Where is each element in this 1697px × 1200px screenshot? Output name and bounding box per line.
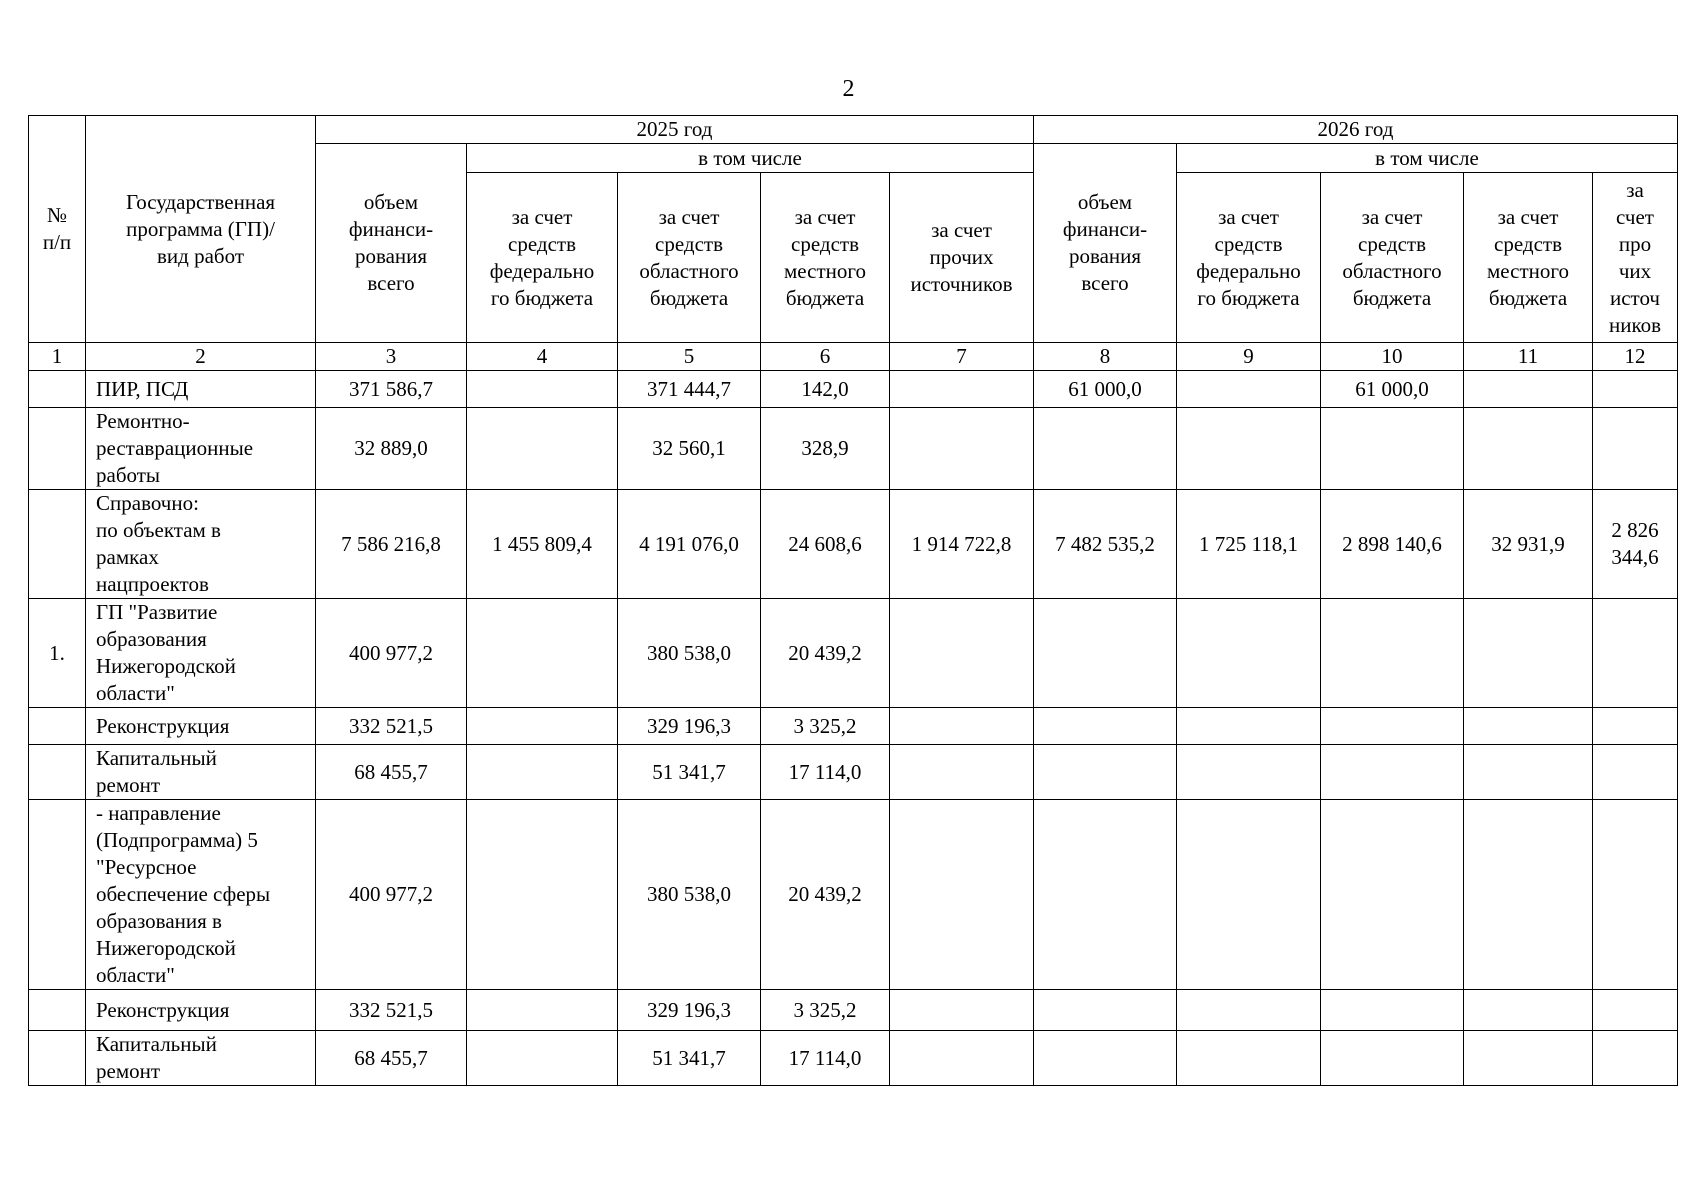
table-row (29, 800, 1678, 990)
column-index-row (29, 343, 1678, 371)
value-cell-federal-2026 (1177, 708, 1321, 745)
value-cell-total-2026 (1034, 708, 1177, 745)
value-cell-total-2026 (1034, 599, 1177, 708)
header-total-2026: объем финанси- рования всего (1034, 144, 1177, 343)
column-index: 7 (890, 343, 1034, 371)
value-cell-total-2026 (1034, 1031, 1177, 1086)
header-num: № п/п (29, 116, 86, 343)
value-cell-local-2026 (1464, 599, 1593, 708)
column-index: 10 (1321, 343, 1464, 371)
value-cell-other-2026 (1593, 745, 1678, 800)
value-cell-federal-2025 (467, 599, 618, 708)
value-cell-regional-2026 (1321, 708, 1464, 745)
value-cell-regional-2026 (1321, 745, 1464, 800)
row-number-cell (29, 490, 86, 599)
header-total-2025: объем финанси- рования всего (316, 144, 467, 343)
program-name-cell: Реконструкция (86, 708, 316, 745)
value-cell-other-2025 (890, 408, 1034, 490)
value-cell-local-2025: 20 439,2 (761, 800, 890, 990)
value-cell-other-2026: 2 826 344,6 (1593, 490, 1678, 599)
table-header (29, 116, 1678, 371)
header-other-2026: за счет про чих источ ников (1593, 173, 1678, 343)
value-cell-federal-2026 (1177, 599, 1321, 708)
value-cell-federal-2025 (467, 1031, 618, 1086)
value-cell-regional-2026 (1321, 800, 1464, 990)
value-cell-regional-2025: 329 196,3 (618, 708, 761, 745)
value-cell-regional-2025: 4 191 076,0 (618, 490, 761, 599)
value-cell-federal-2025 (467, 371, 618, 408)
value-cell-federal-2026 (1177, 745, 1321, 800)
value-cell-local-2026 (1464, 745, 1593, 800)
value-cell-regional-2026: 61 000,0 (1321, 371, 1464, 408)
program-name-cell: Ремонтно- реставрационные работы (86, 408, 316, 490)
program-name-cell: ПИР, ПСД (86, 371, 316, 408)
program-name-cell: Капитальный ремонт (86, 745, 316, 800)
column-index: 2 (86, 343, 316, 371)
value-cell-regional-2026 (1321, 1031, 1464, 1086)
table-row (29, 990, 1678, 1031)
value-cell-local-2026 (1464, 800, 1593, 990)
value-cell-federal-2026 (1177, 990, 1321, 1031)
value-cell-other-2025: 1 914 722,8 (890, 490, 1034, 599)
value-cell-total-2025: 400 977,2 (316, 599, 467, 708)
value-cell-other-2026 (1593, 599, 1678, 708)
value-cell-other-2026 (1593, 708, 1678, 745)
value-cell-regional-2025: 51 341,7 (618, 1031, 761, 1086)
header-year-2026: 2026 год (1034, 116, 1678, 144)
value-cell-total-2026: 61 000,0 (1034, 371, 1177, 408)
header-regional-2025: за счет средств областного бюджета (618, 173, 761, 343)
value-cell-total-2025: 68 455,7 (316, 745, 467, 800)
value-cell-local-2025: 17 114,0 (761, 745, 890, 800)
value-cell-regional-2025: 329 196,3 (618, 990, 761, 1031)
column-index: 4 (467, 343, 618, 371)
header-program: Государственная программа (ГП)/ вид работ (86, 116, 316, 343)
value-cell-federal-2025 (467, 800, 618, 990)
page-number: 2 (842, 76, 855, 102)
value-cell-other-2026 (1593, 1031, 1678, 1086)
program-name-cell: Капитальный ремонт (86, 1031, 316, 1086)
value-cell-other-2025 (890, 745, 1034, 800)
value-cell-regional-2026: 2 898 140,6 (1321, 490, 1464, 599)
budget-table (28, 115, 1678, 1086)
value-cell-total-2025: 7 586 216,8 (316, 490, 467, 599)
value-cell-local-2026: 32 931,9 (1464, 490, 1593, 599)
column-index: 1 (29, 343, 86, 371)
value-cell-other-2025 (890, 708, 1034, 745)
value-cell-regional-2025: 371 444,7 (618, 371, 761, 408)
row-number-cell (29, 371, 86, 408)
value-cell-other-2025 (890, 1031, 1034, 1086)
value-cell-local-2026 (1464, 990, 1593, 1031)
value-cell-other-2026 (1593, 408, 1678, 490)
value-cell-federal-2026 (1177, 408, 1321, 490)
header-other-2025: за счет прочих источников (890, 173, 1034, 343)
value-cell-local-2025: 17 114,0 (761, 1031, 890, 1086)
column-index: 8 (1034, 343, 1177, 371)
value-cell-federal-2026 (1177, 800, 1321, 990)
value-cell-federal-2026 (1177, 1031, 1321, 1086)
value-cell-other-2025 (890, 800, 1034, 990)
value-cell-federal-2025: 1 455 809,4 (467, 490, 618, 599)
value-cell-total-2025: 400 977,2 (316, 800, 467, 990)
value-cell-local-2025: 328,9 (761, 408, 890, 490)
column-index: 12 (1593, 343, 1678, 371)
header-local-2025: за счет средств местного бюджета (761, 173, 890, 343)
value-cell-other-2026 (1593, 800, 1678, 990)
value-cell-other-2025 (890, 371, 1034, 408)
program-name-cell: Справочно: по объектам в рамках нацпроектов (86, 490, 316, 599)
value-cell-regional-2025: 380 538,0 (618, 599, 761, 708)
row-number-cell (29, 1031, 86, 1086)
header-federal-2026: за счет средств федерально го бюджета (1177, 173, 1321, 343)
value-cell-total-2026: 7 482 535,2 (1034, 490, 1177, 599)
value-cell-total-2025: 371 586,7 (316, 371, 467, 408)
value-cell-total-2026 (1034, 408, 1177, 490)
row-number-cell (29, 708, 86, 745)
row-number-cell (29, 990, 86, 1031)
value-cell-total-2026 (1034, 800, 1177, 990)
row-number-cell: 1. (29, 599, 86, 708)
value-cell-local-2026 (1464, 408, 1593, 490)
row-number-cell (29, 408, 86, 490)
value-cell-local-2026 (1464, 371, 1593, 408)
value-cell-local-2025: 24 608,6 (761, 490, 890, 599)
value-cell-other-2025 (890, 599, 1034, 708)
table-row (29, 708, 1678, 745)
value-cell-local-2025: 142,0 (761, 371, 890, 408)
value-cell-federal-2026: 1 725 118,1 (1177, 490, 1321, 599)
header-local-2026: за счет средств местного бюджета (1464, 173, 1593, 343)
column-index: 6 (761, 343, 890, 371)
value-cell-local-2025: 3 325,2 (761, 990, 890, 1031)
value-cell-total-2026 (1034, 990, 1177, 1031)
program-name-cell: ГП "Развитие образования Нижегородской области" (86, 599, 316, 708)
column-index: 5 (618, 343, 761, 371)
table-row (29, 371, 1678, 408)
header-regional-2026: за счет средств областного бюджета (1321, 173, 1464, 343)
value-cell-regional-2026 (1321, 408, 1464, 490)
value-cell-regional-2025: 32 560,1 (618, 408, 761, 490)
program-name-cell: - направление (Подпрограмма) 5 "Ресурсное обеспечение сферы образования в Нижегородской области" (86, 800, 316, 990)
value-cell-federal-2025 (467, 408, 618, 490)
header-federal-2025: за счет средств федерально го бюджета (467, 173, 618, 343)
table-row (29, 1031, 1678, 1086)
value-cell-federal-2025 (467, 708, 618, 745)
table-row (29, 745, 1678, 800)
value-cell-local-2026 (1464, 1031, 1593, 1086)
value-cell-local-2026 (1464, 708, 1593, 745)
value-cell-total-2025: 68 455,7 (316, 1031, 467, 1086)
table-row (29, 408, 1678, 490)
header-including-2025: в том числе (467, 144, 1034, 173)
row-number-cell (29, 800, 86, 990)
header-including-2026: в том числе (1177, 144, 1678, 173)
value-cell-federal-2026 (1177, 371, 1321, 408)
value-cell-total-2025: 332 521,5 (316, 990, 467, 1031)
value-cell-total-2025: 332 521,5 (316, 708, 467, 745)
table-body (29, 371, 1678, 1086)
header-year-2025: 2025 год (316, 116, 1034, 144)
value-cell-federal-2025 (467, 745, 618, 800)
value-cell-other-2025 (890, 990, 1034, 1031)
value-cell-total-2025: 32 889,0 (316, 408, 467, 490)
value-cell-regional-2025: 51 341,7 (618, 745, 761, 800)
value-cell-regional-2026 (1321, 990, 1464, 1031)
column-index: 11 (1464, 343, 1593, 371)
row-number-cell (29, 745, 86, 800)
value-cell-regional-2026 (1321, 599, 1464, 708)
value-cell-local-2025: 20 439,2 (761, 599, 890, 708)
value-cell-local-2025: 3 325,2 (761, 708, 890, 745)
column-index: 9 (1177, 343, 1321, 371)
value-cell-total-2026 (1034, 745, 1177, 800)
value-cell-other-2026 (1593, 371, 1678, 408)
program-name-cell: Реконструкция (86, 990, 316, 1031)
value-cell-other-2026 (1593, 990, 1678, 1031)
value-cell-regional-2025: 380 538,0 (618, 800, 761, 990)
column-index: 3 (316, 343, 467, 371)
table-row (29, 490, 1678, 599)
value-cell-federal-2025 (467, 990, 618, 1031)
table-row (29, 599, 1678, 708)
